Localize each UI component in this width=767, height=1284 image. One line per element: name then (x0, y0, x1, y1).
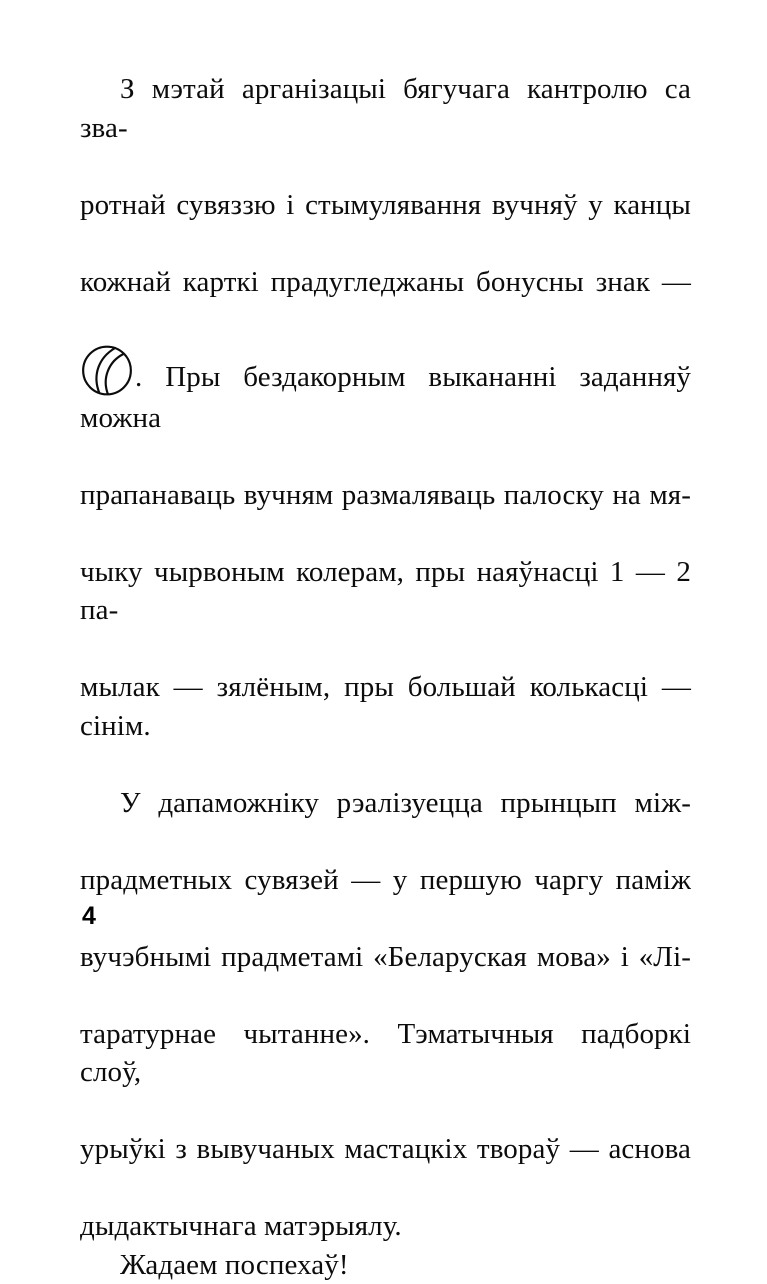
text-line-content: чыку чырвоным колерам, пры наяўнасці 1 — 2 па- (80, 556, 691, 627)
text-line-content: прапанаваць вучням размаляваць палоску на мя- (80, 479, 691, 511)
text-line-content: таратурнае чытанне». Тэматычныя падборкі слоў, (80, 1018, 691, 1089)
ball-icon (80, 342, 134, 399)
text-line-content: ротнай сувяззю і стымулявання вучняў у канцы (80, 189, 691, 221)
text-line-content: урыўкі з вывучаных мастацкіх твораў — аснова (80, 1133, 691, 1165)
text-line (80, 861, 691, 938)
text-line (80, 1246, 691, 1284)
text-line (80, 1207, 691, 1246)
text-line-content: кожнай карткі прадугледжаны бонусны знак — (80, 266, 691, 298)
text-line-content: У дапаможніку рэалізуецца прынцып між- (120, 787, 691, 819)
text-line-content: Жадаем поспехаў! (120, 1249, 349, 1281)
text-line (80, 1015, 691, 1131)
text-line (80, 668, 691, 784)
text-line-content: вучэбнымі прадметамі «Беларуская мова» і «Лі- (80, 941, 691, 973)
text-line (80, 186, 691, 263)
text-line (80, 1130, 691, 1207)
text-line-content: . Пры бездакорным выкананні заданняў можна (80, 361, 691, 434)
text-line-content: дыдактычнага матэрыялу. (80, 1210, 402, 1242)
text-line-content: мылак — зялёным, пры большай колькасці — сінім. (80, 671, 691, 742)
text-line (80, 70, 691, 186)
text-line-with-ball (80, 342, 691, 476)
text-line (80, 784, 691, 861)
text-line (80, 476, 691, 553)
text-line (80, 263, 691, 340)
text-line-content: прадметных сувязей — у першую чаргу паміж (80, 864, 691, 896)
text-line (80, 938, 691, 1015)
page-number: 4 (82, 902, 96, 931)
text-line-content: З мэтай арганізацыі бягучага кантролю са зва- (80, 73, 691, 144)
body-text (80, 70, 691, 1284)
text-line (80, 553, 691, 669)
